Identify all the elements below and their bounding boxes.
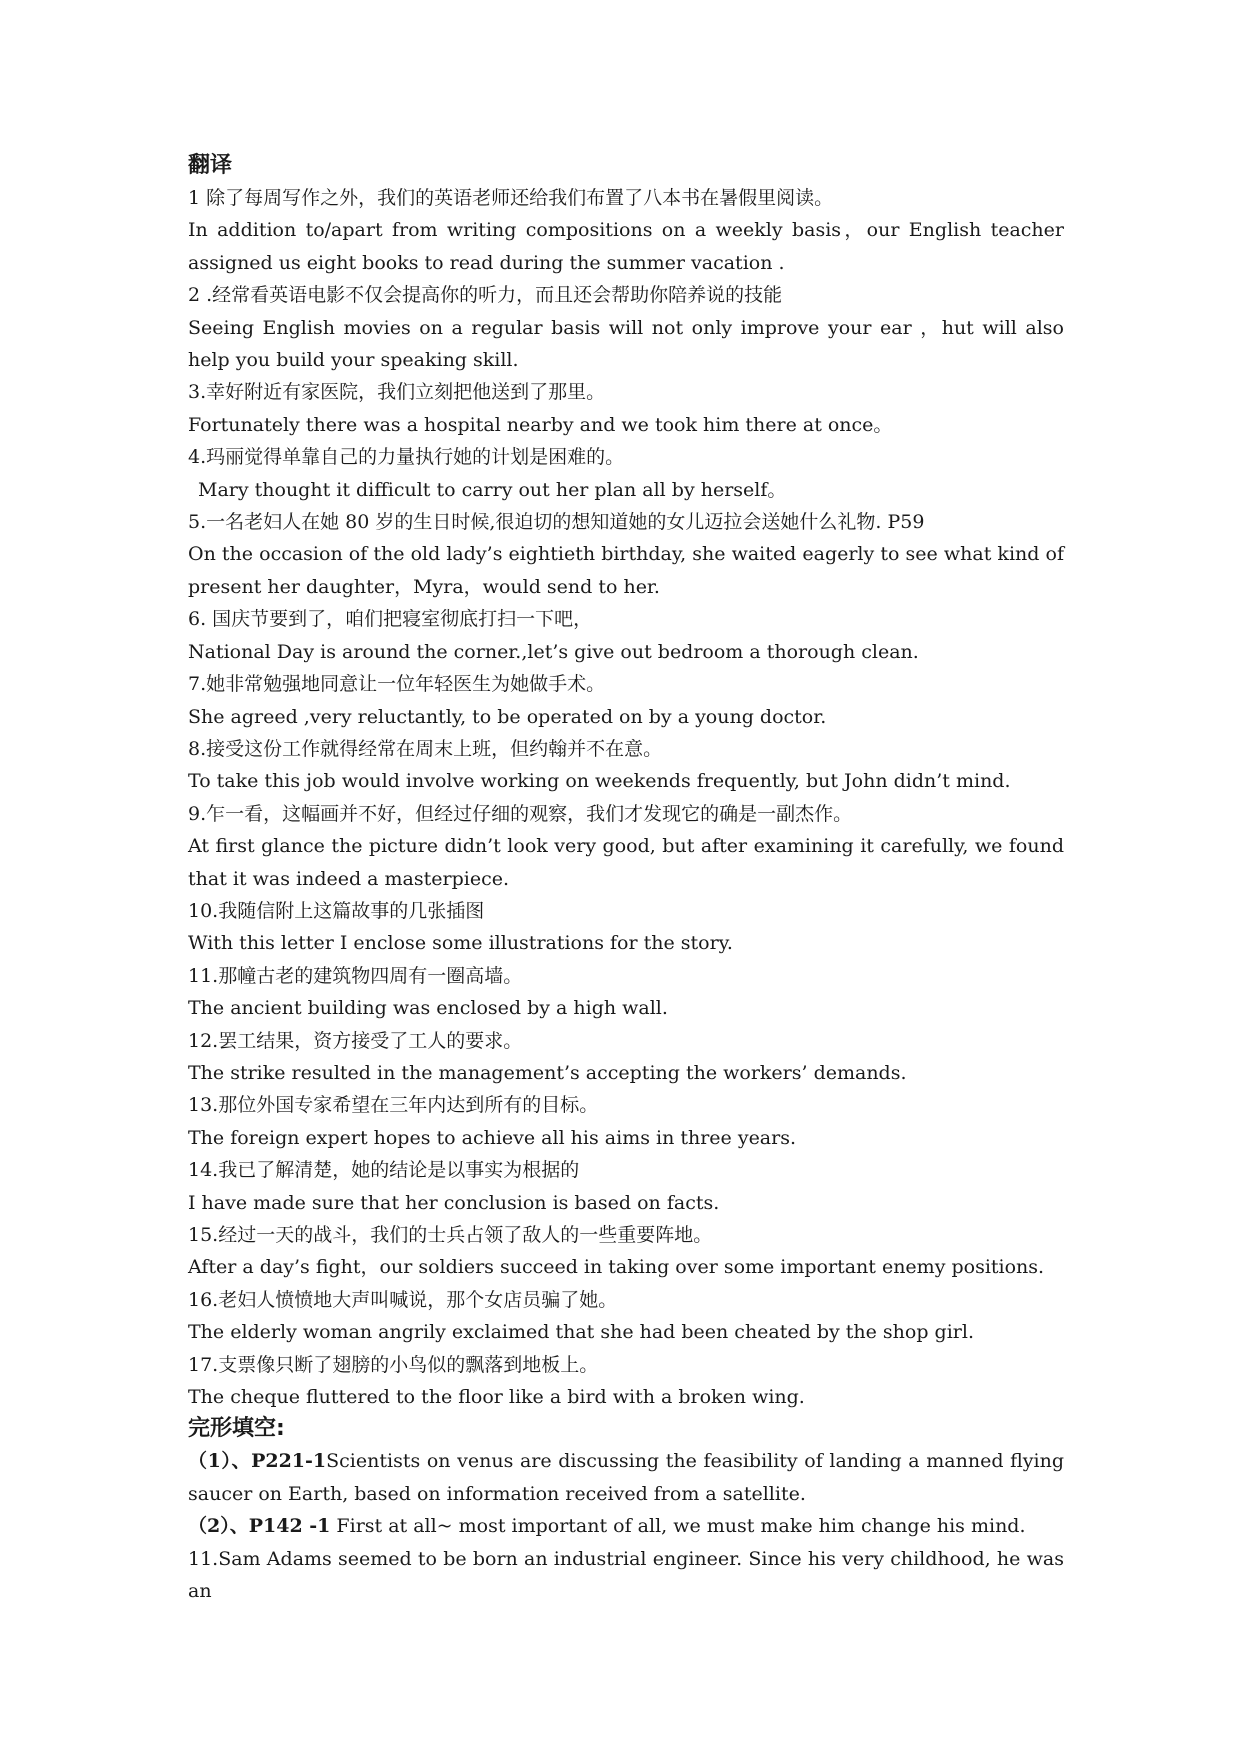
translation-line: 15.经过一天的战斗，我们的士兵占领了敌人的一些重要阵地。	[188, 1224, 713, 1246]
translation-line: On the occasion of the old lady’s eightieth birthday, she waited eagerly to see what kind of present her daughter，Myra，would send to her.	[188, 543, 1064, 598]
translation-line: 12.罢工结果，资方接受了工人的要求。	[188, 1029, 523, 1052]
cloze-item	[188, 1510, 1064, 1542]
translation-line: Fortunately there was a hospital nearby and we took him there at once。	[188, 413, 893, 436]
translation-line: 5.一名老妇人在她 80 岁的生日时候,很迫切的想知道她的女儿迈拉会送她什么礼物. P59	[188, 511, 925, 534]
document-content	[188, 150, 1064, 1607]
translation-line: The foreign expert hopes to achieve all his aims in three years.	[188, 1126, 797, 1149]
section-title-translation: 翻译	[188, 153, 233, 178]
translation-line: The elderly woman angrily exclaimed that she had been cheated by the shop girl.	[188, 1321, 974, 1344]
section-title-cloze: 完形填空:	[188, 1416, 285, 1442]
translation-line: With this letter I enclose some illustrations for the story.	[188, 932, 733, 955]
cloze-item-text: First at all~ most important of all, we must make him change his mind.	[330, 1515, 1026, 1538]
translation-line: 14.我已了解清楚，她的结论是以事实为根据的	[188, 1159, 580, 1182]
translation-line: 17.支票像只断了翅膀的小鸟似的飘落到地板上。	[188, 1353, 599, 1376]
translation-line: At first glance the picture didn’t look very good, but after examining it carefully, we found that it was indeed a masterpiece.	[188, 835, 1064, 890]
translation-line: 10.我随信附上这篇故事的几张插图	[188, 899, 485, 922]
translation-line: 4.玛丽觉得单靠自己的力量执行她的计划是困难的。	[188, 446, 625, 469]
translation-list	[188, 182, 1064, 1413]
cloze-item-label: （1）、P221-1	[188, 1450, 327, 1473]
translation-line: The strike resulted in the management’s accepting the workers’ demands.	[188, 1061, 907, 1084]
translation-line: Seeing English movies on a regular basis will not only improve your ear ，hut will also help you build your speaking skill.	[188, 316, 1064, 372]
translation-line: In addition to/apart from writing compositions on a weekly basis，our English teacher assigned us eight books to read during the summer vacation .	[188, 219, 1064, 274]
translation-line: 7.她非常勉强地同意让一位年轻医生为她做手术。	[188, 673, 606, 696]
translation-line: Mary thought it difficult to carry out her plan all by herself。	[198, 478, 787, 501]
translation-line: 3.幸好附近有家医院，我们立刻把他送到了那里。	[188, 381, 606, 404]
cloze-item-text: Scientists on venus are discussing the feasibility of landing a manned flying saucer on Earth, based on information received from a satellite.	[188, 1450, 1064, 1505]
translation-line: 6. 国庆节要到了，咱们把寝室彻底打扫一下吧，	[188, 608, 593, 631]
cloze-item	[188, 1445, 1064, 1510]
translation-line: 13.那位外国专家希望在三年内达到所有的目标。	[188, 1094, 599, 1117]
translation-line: I have made sure that her conclusion is based on facts.	[188, 1191, 720, 1214]
translation-line: She agreed ,very reluctantly, to be operated on by a young doctor.	[188, 705, 827, 728]
translation-line: 16.老妇人愤愤地大声叫喊说，那个女店员骗了她。	[188, 1288, 618, 1311]
cloze-item-label: （2）、P142 -1	[188, 1515, 331, 1538]
translation-line: 1 除了每周写作之外，我们的英语老师还给我们布置了八本书在暑假里阅读。	[188, 187, 834, 209]
translation-line: After a day’s fight，our soldiers succeed in taking over some important enemy positions.	[188, 1256, 1045, 1279]
translation-line: National Day is around the corner.,let’s give out bedroom a thorough clean.	[188, 640, 919, 663]
translation-line: The cheque fluttered to the floor like a bird with a broken wing.	[188, 1386, 805, 1409]
translation-line: The ancient building was enclosed by a high wall.	[188, 997, 668, 1020]
translation-line: To take this job would involve working on weekends frequently, but John didn’t mind.	[188, 770, 1011, 793]
translation-line: 8.接受这份工作就得经常在周末上班，但约翰并不在意。	[188, 737, 663, 760]
translation-line: 11.那幢古老的建筑物四周有一圈高墙。	[188, 964, 523, 987]
translation-line: 9.乍一看，这幅画并不好，但经过仔细的观察，我们才发现它的确是一副杰作。	[188, 802, 853, 825]
cloze-passage-line: 11.Sam Adams seemed to be born an industrial engineer. Since his very childhood, he was an	[188, 1547, 1064, 1603]
translation-line: 2 .经常看英语电影不仅会提高你的听力，而且还会帮助你陪养说的技能	[188, 284, 783, 307]
